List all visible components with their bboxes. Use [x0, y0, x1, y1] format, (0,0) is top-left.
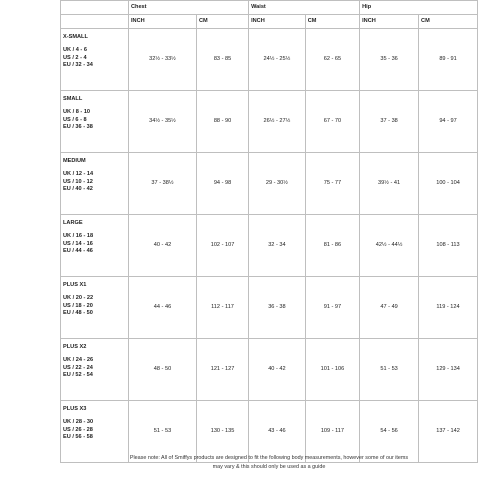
uk-size: UK / 24 - 26: [63, 357, 94, 364]
measurement-cell: 119 - 124: [419, 277, 478, 339]
measurement-cell: 121 - 127: [196, 339, 248, 401]
measurement-cell: 51 - 53: [128, 401, 196, 463]
measurement-cell: 67 - 70: [305, 91, 359, 153]
us-size: US / 2 - 4: [63, 54, 87, 61]
uk-size: UK / 12 - 14: [63, 171, 94, 178]
disclaimer-note: [60, 454, 478, 472]
measurement-cell: 129 - 134: [419, 339, 478, 401]
measurement-cell: 54 - 56: [360, 401, 419, 463]
measurement-cell: 48 - 50: [128, 339, 196, 401]
measurement-cell: 36 - 38: [249, 277, 306, 339]
measurement-cell: 94 - 97: [419, 91, 478, 153]
size-label-cell: [61, 91, 129, 153]
size-row: [61, 91, 478, 153]
measurement-cell: 32½ - 33½: [128, 29, 196, 91]
us-size: US / 6 - 8: [63, 116, 87, 123]
eu-size: EU / 48 - 50: [63, 310, 93, 317]
waist-header: Waist: [249, 1, 306, 15]
size-name: SMALL: [63, 96, 83, 102]
us-size: US / 22 - 24: [63, 364, 93, 371]
eu-size: EU / 44 - 46: [63, 248, 93, 255]
size-chart: [60, 0, 478, 463]
eu-size: EU / 52 - 54: [63, 372, 93, 379]
measurement-cell: 40 - 42: [128, 215, 196, 277]
size-name: PLUS X3: [63, 406, 87, 412]
us-size: US / 14 - 16: [63, 240, 93, 247]
size-name: PLUS X1: [63, 282, 87, 288]
size-name: X-SMALL: [63, 34, 88, 40]
size-label-cell: [61, 29, 129, 91]
hip-header-span: [419, 1, 478, 15]
unit-header: CM: [419, 15, 478, 29]
measurement-cell: 100 - 104: [419, 153, 478, 215]
measurement-cell: 102 - 107: [196, 215, 248, 277]
size-label-cell: [61, 153, 129, 215]
measurement-cell: 112 - 117: [196, 277, 248, 339]
us-size: US / 18 - 20: [63, 302, 93, 309]
note-line: Please note: All of Smiffys products are designed to fit the following body measurements, however some of our items: [129, 455, 409, 461]
measurement-cell: 29 - 30½: [249, 153, 306, 215]
measurement-cell: 42½ - 44½: [360, 215, 419, 277]
uk-size: UK / 8 - 10: [63, 109, 91, 116]
measurement-cell: 83 - 85: [196, 29, 248, 91]
measurement-cell: 88 - 90: [196, 91, 248, 153]
us-size: US / 10 - 12: [63, 178, 93, 185]
chest-header: Chest: [128, 1, 196, 15]
measurement-cell: 34½ - 35½: [128, 91, 196, 153]
measurement-cell: 32 - 34: [249, 215, 306, 277]
us-size: US / 26 - 28: [63, 426, 93, 433]
measurement-cell: 94 - 98: [196, 153, 248, 215]
uk-size: UK / 16 - 18: [63, 233, 94, 240]
measurement-cell: 35 - 36: [360, 29, 419, 91]
size-row: [61, 153, 478, 215]
size-label-cell: [61, 339, 129, 401]
waist-header-span: [305, 1, 359, 15]
note-line: may vary & this should only be used as a guide: [212, 464, 326, 470]
measurement-cell: 91 - 97: [305, 277, 359, 339]
size-label-cell: [61, 215, 129, 277]
size-row: [61, 277, 478, 339]
size-label-cell: [61, 277, 129, 339]
eu-size: EU / 36 - 38: [63, 124, 93, 131]
group-header-row: [61, 1, 478, 15]
size-name: PLUS X2: [63, 344, 87, 350]
measurement-cell: 39½ - 41: [360, 153, 419, 215]
measurement-cell: 62 - 65: [305, 29, 359, 91]
measurement-cell: 137 - 142: [419, 401, 478, 463]
unit-header: CM: [196, 15, 248, 29]
measurement-cell: 101 - 106: [305, 339, 359, 401]
eu-size: EU / 56 - 58: [63, 434, 93, 441]
corner-cell: [61, 1, 129, 15]
measurement-cell: 81 - 86: [305, 215, 359, 277]
unit-header: INCH: [249, 15, 306, 29]
eu-size: EU / 32 - 34: [63, 62, 93, 69]
hip-header: Hip: [360, 1, 419, 15]
measurement-cell: 47 - 49: [360, 277, 419, 339]
size-name: LARGE: [63, 220, 83, 226]
uk-size: UK / 28 - 30: [63, 419, 94, 426]
measurement-cell: 89 - 91: [419, 29, 478, 91]
uk-size: UK / 20 - 22: [63, 295, 94, 302]
measurement-cell: 26½ - 27½: [249, 91, 306, 153]
size-row: [61, 29, 478, 91]
size-row: [61, 339, 478, 401]
measurement-cell: 130 - 135: [196, 401, 248, 463]
eu-size: EU / 40 - 42: [63, 186, 93, 193]
measurement-cell: 24½ - 25½: [249, 29, 306, 91]
measurement-cell: 108 - 113: [419, 215, 478, 277]
unit-header-row: [61, 15, 478, 29]
unit-corner: [61, 15, 129, 29]
unit-header: CM: [305, 15, 359, 29]
size-name: MEDIUM: [63, 158, 86, 164]
measurement-cell: 75 - 77: [305, 153, 359, 215]
size-row: [61, 215, 478, 277]
measurement-cell: 51 - 53: [360, 339, 419, 401]
measurement-cell: 40 - 42: [249, 339, 306, 401]
measurement-cell: 44 - 46: [128, 277, 196, 339]
uk-size: UK / 4 - 6: [63, 47, 87, 54]
size-table: [60, 0, 478, 463]
measurement-cell: 109 - 117: [305, 401, 359, 463]
measurement-cell: 37 - 38½: [128, 153, 196, 215]
measurement-cell: 43 - 46: [249, 401, 306, 463]
unit-header: INCH: [128, 15, 196, 29]
unit-header: INCH: [360, 15, 419, 29]
measurement-cell: 37 - 38: [360, 91, 419, 153]
chest-header-span: [196, 1, 248, 15]
